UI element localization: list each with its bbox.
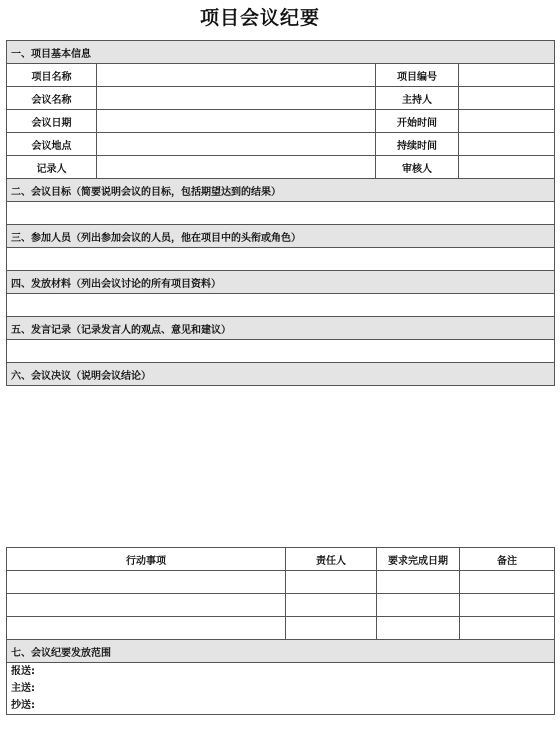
section-heading: 三、参加人员（列出参加会议的人员，他在项目中的头衔或角色） bbox=[7, 225, 555, 248]
label-meeting-date: 会议日期 bbox=[7, 110, 97, 133]
col-header-remarks: 备注 bbox=[460, 548, 555, 571]
section-goals-body bbox=[7, 202, 555, 225]
section-speech-record-header bbox=[7, 317, 555, 340]
goals-content-field[interactable] bbox=[7, 202, 555, 225]
action-item-cell[interactable] bbox=[7, 617, 286, 640]
remarks-cell[interactable] bbox=[460, 617, 555, 640]
distribution-list[interactable] bbox=[7, 663, 555, 715]
table-row bbox=[7, 571, 555, 594]
minutes-form-table bbox=[6, 40, 555, 386]
section-distribution-header bbox=[7, 640, 555, 663]
section-heading: 二、会议目标（简要说明会议的目标，包括期望达到的结果） bbox=[7, 179, 555, 202]
section-heading: 四、发放材料（列出会议讨论的所有项目资料） bbox=[7, 271, 555, 294]
section-speech-record-body bbox=[7, 340, 555, 363]
col-header-action-item: 行动事项 bbox=[7, 548, 286, 571]
col-header-responsible: 责任人 bbox=[286, 548, 377, 571]
label-host: 主持人 bbox=[376, 87, 459, 110]
info-row bbox=[7, 110, 555, 133]
table-row bbox=[7, 617, 555, 640]
label-reviewer: 审核人 bbox=[376, 156, 459, 179]
label-project-number: 项目编号 bbox=[376, 64, 459, 87]
page-title: 项目会议纪要 bbox=[199, 7, 320, 29]
info-row bbox=[7, 133, 555, 156]
due-date-cell[interactable] bbox=[377, 571, 460, 594]
remarks-cell[interactable] bbox=[460, 594, 555, 617]
materials-content-field[interactable] bbox=[7, 294, 555, 317]
section-attendees-body bbox=[7, 248, 555, 271]
responsible-cell[interactable] bbox=[286, 617, 377, 640]
remarks-cell[interactable] bbox=[460, 571, 555, 594]
section-heading: 一、项目基本信息 bbox=[7, 41, 555, 64]
section-materials-body bbox=[7, 294, 555, 317]
section-goals-header bbox=[7, 179, 555, 202]
speech-record-content-field[interactable] bbox=[7, 340, 555, 363]
section-heading: 六、会议决议（说明会议结论） bbox=[7, 363, 555, 386]
resolutions-column-headers bbox=[7, 548, 555, 571]
label-recorder: 记录人 bbox=[7, 156, 97, 179]
section-resolutions-header bbox=[7, 363, 555, 386]
distribution-cc: 抄送: bbox=[11, 700, 35, 711]
section-attendees-header bbox=[7, 225, 555, 248]
action-item-cell[interactable] bbox=[7, 571, 286, 594]
responsible-cell[interactable] bbox=[286, 571, 377, 594]
value-recorder[interactable] bbox=[97, 156, 376, 179]
label-meeting-name: 会议名称 bbox=[7, 87, 97, 110]
value-reviewer[interactable] bbox=[459, 156, 555, 179]
info-row bbox=[7, 156, 555, 179]
label-duration: 持续时间 bbox=[376, 133, 459, 156]
value-meeting-location[interactable] bbox=[97, 133, 376, 156]
label-start-time: 开始时间 bbox=[376, 110, 459, 133]
value-start-time[interactable] bbox=[459, 110, 555, 133]
label-meeting-location: 会议地点 bbox=[7, 133, 97, 156]
due-date-cell[interactable] bbox=[377, 594, 460, 617]
section-heading: 七、会议纪要发放范围 bbox=[7, 640, 555, 663]
table-row bbox=[7, 594, 555, 617]
value-project-name[interactable] bbox=[97, 64, 376, 87]
value-project-number[interactable] bbox=[459, 64, 555, 87]
value-duration[interactable] bbox=[459, 133, 555, 156]
responsible-cell[interactable] bbox=[286, 594, 377, 617]
distribution-main-to: 主送: bbox=[11, 683, 35, 694]
info-row bbox=[7, 64, 555, 87]
action-item-cell[interactable] bbox=[7, 594, 286, 617]
section-basic-info-header bbox=[7, 41, 555, 64]
value-host[interactable] bbox=[459, 87, 555, 110]
col-header-due-date: 要求完成日期 bbox=[377, 548, 460, 571]
distribution-report-to: 报送: bbox=[11, 666, 35, 677]
section-materials-header bbox=[7, 271, 555, 294]
attendees-content-field[interactable] bbox=[7, 248, 555, 271]
label-project-name: 项目名称 bbox=[7, 64, 97, 87]
info-row bbox=[7, 87, 555, 110]
section-distribution-body bbox=[7, 663, 555, 715]
value-meeting-date[interactable] bbox=[97, 110, 376, 133]
value-meeting-name[interactable] bbox=[97, 87, 376, 110]
due-date-cell[interactable] bbox=[377, 617, 460, 640]
section-heading: 五、发言记录（记录发言人的观点、意见和建议） bbox=[7, 317, 555, 340]
resolutions-table bbox=[6, 547, 555, 715]
